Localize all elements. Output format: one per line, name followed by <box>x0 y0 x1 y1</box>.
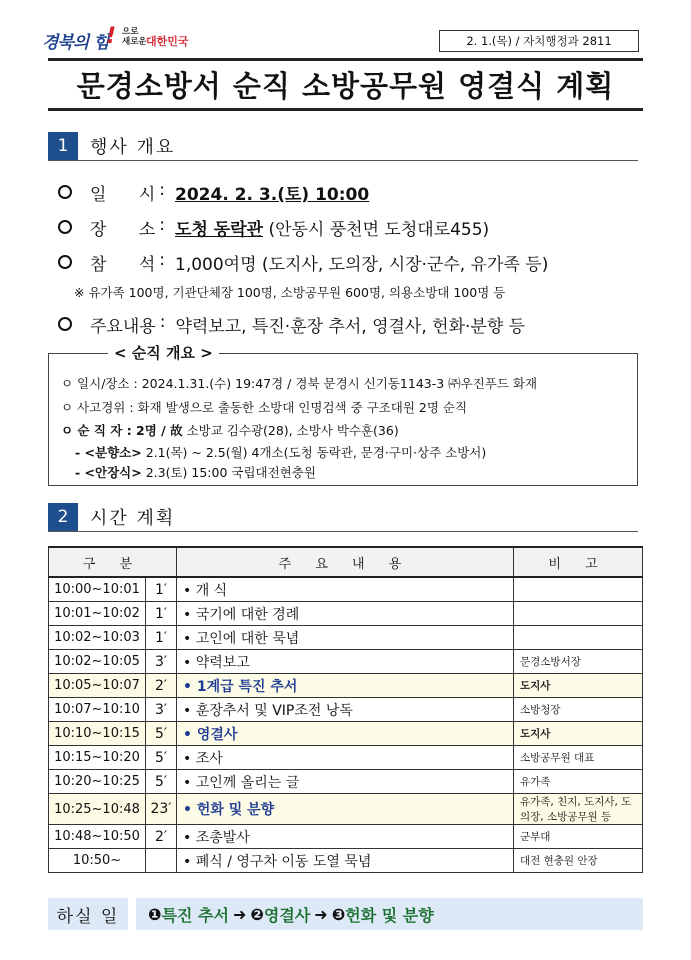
table-row <box>49 626 643 650</box>
circle-bullet-icon <box>58 185 72 199</box>
section-1-number: 1 <box>48 132 78 160</box>
row-note <box>514 602 643 626</box>
row-time: 10:02~10:05 <box>49 650 146 674</box>
circle-bullet-icon <box>58 317 72 331</box>
row-duration: 5′ <box>146 770 177 794</box>
row-content: • 폐식 / 영구차 이동 도열 묵념 <box>177 849 514 873</box>
row-content: • 개 식 <box>177 577 514 602</box>
arrow-right-icon: ➜ <box>314 904 328 924</box>
header-content: 주 요 내 용 <box>177 547 514 577</box>
overview-attendance: 참 석 : 1,000여명 (도지사, 도의장, 시장·군수, 유가족 등) <box>58 250 548 275</box>
row-duration <box>146 849 177 873</box>
table-row <box>49 770 643 794</box>
table-row <box>49 794 643 825</box>
row-duration: 3′ <box>146 698 177 722</box>
circle-bullet-icon <box>58 220 72 234</box>
row-content: • 국기에 대한 경례 <box>177 602 514 626</box>
table-row <box>49 698 643 722</box>
row-note: 소방청장 <box>514 698 643 722</box>
row-time: 10:25~10:48 <box>49 794 146 825</box>
row-time: 10:48~10:50 <box>49 825 146 849</box>
table-row <box>49 602 643 626</box>
department-box: 2. 1.(목) / 자치행정과 2811 <box>439 30 639 52</box>
logo-country: 대한민국 <box>146 35 189 48</box>
row-note <box>514 577 643 602</box>
row-note: 유가족, 친지, 도지사, 도의장, 소방공무원 등 <box>514 794 643 825</box>
table-row <box>49 577 643 602</box>
todo-steps: ❶ 특진 추서 ➜ ❷ 영결사 ➜ ❸ 헌화 및 분향 <box>136 898 643 930</box>
schedule-table <box>48 546 643 873</box>
section-1-title: 행사 개요 <box>90 137 176 158</box>
table-row <box>49 650 643 674</box>
row-content: • 고인에 대한 묵념 <box>177 626 514 650</box>
row-time: 10:07~10:10 <box>49 698 146 722</box>
title-top-rule <box>48 58 643 61</box>
logo-mark: ! <box>106 24 117 49</box>
overview-date: 일 시 : 2024. 2. 3.(토) 10:00 <box>58 180 369 205</box>
row-duration: 2′ <box>146 825 177 849</box>
summary-line-burial: - <안장식> 2.3(토) 15:00 국립대전현충원 <box>75 465 316 480</box>
row-time: 10:15~10:20 <box>49 746 146 770</box>
summary-box-title: < 순직 개요 > <box>108 342 219 363</box>
section-2-title: 시간 계획 <box>90 508 176 529</box>
row-content: • 조총발사 <box>177 825 514 849</box>
title-bottom-rule <box>48 108 643 111</box>
row-time: 10:05~10:07 <box>49 674 146 698</box>
table-row <box>49 849 643 873</box>
row-duration: 3′ <box>146 650 177 674</box>
row-duration: 1′ <box>146 602 177 626</box>
row-note <box>514 626 643 650</box>
overview-content: 주요내용 : 약력보고, 특진·훈장 추서, 영결사, 헌화·분향 등 <box>58 312 525 337</box>
row-duration: 1′ <box>146 626 177 650</box>
row-note: 도지사 <box>514 674 643 698</box>
attendance-note: ※ 유가족 100명, 기관단체장 100명, 소방공무원 600명, 의용소방대 100명 등 <box>74 285 506 300</box>
section-2-number: 2 <box>48 503 78 531</box>
summary-line-memorial: - <분향소> 2.1(목) ~ 2.5(월) 4개소(도청 동락관, 문경·구미·상주 소방서) <box>75 445 487 460</box>
logo-slogan-small: 으로 새로운 <box>122 27 147 47</box>
summary-line-cause: ㅇ 사고경위 : 화재 발생으로 출동한 소방대 인명검색 중 구조대원 2명 순직 <box>61 400 468 415</box>
row-note: 도지사 <box>514 722 643 746</box>
row-duration: 5′ <box>146 746 177 770</box>
row-note: 문경소방서장 <box>514 650 643 674</box>
row-time: 10:02~10:03 <box>49 626 146 650</box>
row-time: 10:01~10:02 <box>49 602 146 626</box>
row-duration: 2′ <box>146 674 177 698</box>
section-1-rule <box>48 160 638 161</box>
row-content: • 영결사 <box>177 722 514 746</box>
arrow-right-icon: ➜ <box>232 904 247 924</box>
row-time: 10:10~10:15 <box>49 722 146 746</box>
table-row <box>49 746 643 770</box>
row-note: 군부대 <box>514 825 643 849</box>
row-duration: 1′ <box>146 577 177 602</box>
table-row <box>49 674 643 698</box>
row-time: 10:20~10:25 <box>49 770 146 794</box>
summary-line-datetime: ㅇ 일시/장소 : 2024.1.31.(수) 19:47경 / 경북 문경시 신기동1143-3 ㈜우진푸드 화재 <box>61 376 538 391</box>
overview-place: 장 소 : 도청 동락관 (안동시 풍천면 도청대로455) <box>58 215 489 240</box>
page-title: 문경소방서 순직 소방공무원 영결식 계획 <box>76 69 615 103</box>
table-row <box>49 825 643 849</box>
table-row <box>49 722 643 746</box>
header-division: 구 분 <box>49 547 177 577</box>
row-note: 대전 현충원 안장 <box>514 849 643 873</box>
row-duration: 5′ <box>146 722 177 746</box>
circle-bullet-icon <box>58 255 72 269</box>
table-header-row <box>49 547 643 577</box>
row-content: • 조사 <box>177 746 514 770</box>
row-note: 유가족 <box>514 770 643 794</box>
logo-slogan: 경북의 힘 <box>42 33 109 53</box>
row-duration: 23′ <box>146 794 177 825</box>
header-note: 비 고 <box>514 547 643 577</box>
row-time: 10:00~10:01 <box>49 577 146 602</box>
row-time: 10:50~ <box>49 849 146 873</box>
row-content: • 약력보고 <box>177 650 514 674</box>
summary-line-deceased: ㅇ 순 직 자 : 2명 / 故 소방교 김수광(28), 소방사 박수훈(36) <box>61 423 399 438</box>
row-content: • 헌화 및 분향 <box>177 794 514 825</box>
row-content: • 훈장추서 및 VIP조전 낭독 <box>177 698 514 722</box>
row-note: 소방공무원 대표 <box>514 746 643 770</box>
row-content: • 고인께 올리는 글 <box>177 770 514 794</box>
death-summary-box <box>48 353 638 486</box>
gyeongbuk-logo <box>42 24 192 54</box>
row-content: • 1계급 특진 추서 <box>177 674 514 698</box>
todo-label: 하실 일 <box>48 898 128 930</box>
section-2-rule <box>48 531 638 532</box>
